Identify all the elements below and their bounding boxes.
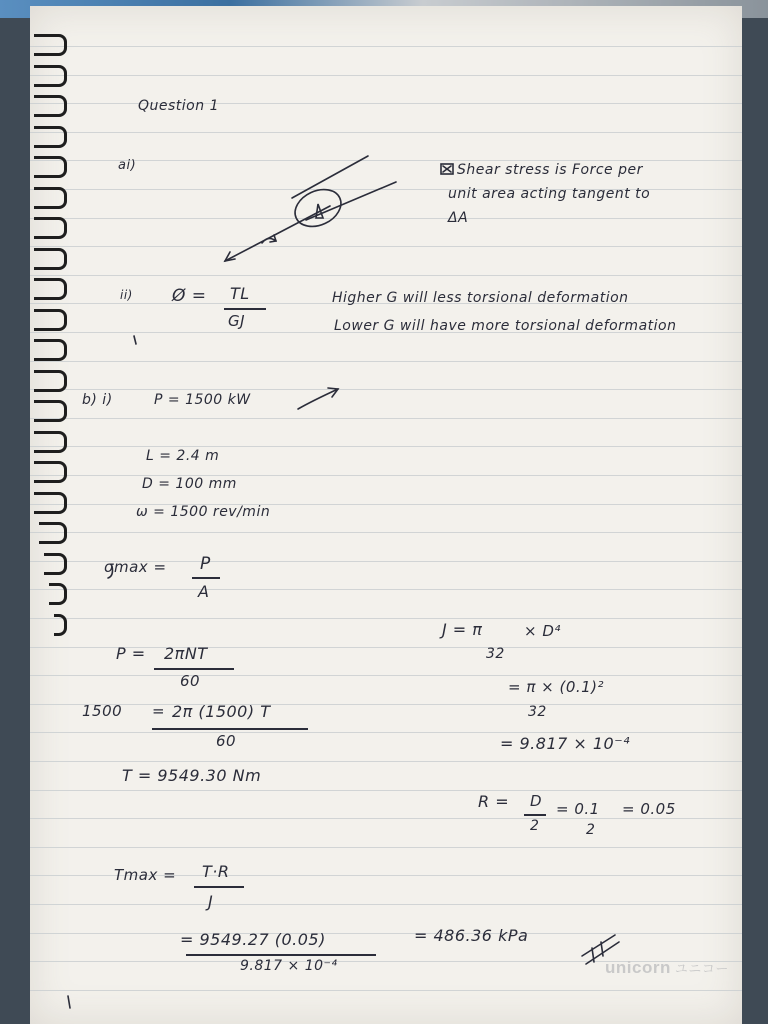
power-substitution-denominator: 60 bbox=[216, 732, 237, 750]
spiral-coil bbox=[44, 553, 67, 575]
shear-stress-definition-line-3: ΔA bbox=[448, 210, 469, 226]
shear-stress-definition-line-2: unit area acting tangent to bbox=[448, 186, 651, 202]
tau-max-substitution-denominator: 9.817 × 10⁻⁴ bbox=[240, 958, 338, 974]
tau-max-result: = 486.36 kPa bbox=[414, 926, 529, 945]
spiral-coil bbox=[34, 339, 67, 361]
spiral-coil bbox=[34, 95, 67, 117]
spiral-coil bbox=[34, 187, 67, 209]
sigma-max-fraction-bar bbox=[192, 577, 220, 579]
polar-moment-denominator: 32 bbox=[486, 646, 505, 662]
power-formula-fraction-bar bbox=[154, 668, 234, 670]
spiral-coil bbox=[49, 583, 67, 605]
notebook-page bbox=[30, 6, 742, 1024]
radius-numerator: D bbox=[530, 792, 543, 810]
twist-angle-denominator: GJ bbox=[228, 312, 246, 330]
radius-lhs: R = bbox=[478, 792, 510, 811]
polar-moment-substitution-denominator: 32 bbox=[528, 704, 547, 720]
spiral-coil bbox=[34, 65, 67, 87]
tau-max-fraction-bar bbox=[194, 886, 244, 888]
power-formula-denominator: 60 bbox=[180, 672, 201, 690]
spiral-coil bbox=[34, 34, 67, 56]
question-title: Question 1 bbox=[138, 98, 219, 114]
spiral-coil bbox=[34, 217, 67, 239]
power-formula-numerator: 2πNT bbox=[164, 644, 208, 663]
radius-result: = 0.05 bbox=[622, 800, 676, 818]
spiral-coil bbox=[34, 248, 67, 270]
sigma-max-numerator: P bbox=[200, 554, 211, 574]
power-formula-lhs: P = bbox=[116, 644, 146, 663]
tau-max-lhs: Tmax = bbox=[114, 866, 177, 884]
spiral-coil bbox=[34, 431, 67, 453]
radius-fraction-bar bbox=[524, 814, 546, 816]
power-substitution-lhs: 1500 bbox=[82, 702, 123, 720]
sigma-max-denominator: A bbox=[198, 582, 210, 601]
part-a-i-label: ai) bbox=[118, 158, 137, 173]
given-length: L = 2.4 m bbox=[146, 448, 220, 464]
spiral-coil bbox=[34, 461, 67, 483]
part-b-label: b) i) bbox=[82, 392, 113, 408]
brand-name: unicorn bbox=[605, 958, 671, 977]
polar-moment-substitution: = π × (0.1)² bbox=[508, 678, 605, 696]
tau-max-denominator: J bbox=[208, 892, 214, 911]
torque-result: T = 9549.30 Nm bbox=[122, 766, 262, 785]
given-speed: ω = 1500 rev/min bbox=[136, 504, 271, 520]
given-diameter: D = 100 mm bbox=[142, 476, 237, 492]
tau-max-substitution-numerator: = 9549.27 (0.05) bbox=[180, 930, 326, 949]
modulus-effect-line-1: Higher G will less torsional deformation bbox=[332, 290, 629, 306]
power-substitution-equals: = bbox=[152, 702, 166, 720]
twist-angle-numerator: TL bbox=[230, 284, 250, 303]
radius-denominator: 2 bbox=[530, 818, 540, 834]
power-substitution-fraction-bar bbox=[152, 728, 308, 730]
polar-moment-lhs: J = π bbox=[442, 620, 483, 639]
power-substitution-numerator: 2π (1500) T bbox=[172, 702, 271, 721]
spiral-coil bbox=[34, 400, 67, 422]
tau-max-substitution-fraction-bar bbox=[186, 954, 376, 956]
twist-angle-fraction-bar bbox=[224, 308, 266, 310]
given-power: P = 1500 kW bbox=[154, 392, 251, 408]
spiral-coil bbox=[34, 126, 67, 148]
radius-substitution-denominator: 2 bbox=[586, 822, 596, 838]
part-a-ii-label: ii) bbox=[120, 288, 133, 302]
spiral-coil bbox=[34, 278, 67, 300]
radius-substitution: = 0.1 bbox=[556, 800, 600, 818]
shear-stress-definition-line-1: Shear stress is Force per bbox=[457, 162, 643, 178]
modulus-effect-line-2: Lower G will have more torsional deformation bbox=[334, 318, 677, 334]
spiral-coil bbox=[54, 614, 67, 636]
polar-moment-times: × D⁴ bbox=[524, 622, 561, 640]
spiral-coil bbox=[34, 370, 67, 392]
spiral-coil bbox=[34, 492, 67, 514]
tau-max-numerator: T·R bbox=[202, 862, 230, 881]
spiral-coil bbox=[34, 156, 67, 178]
sigma-max-lhs: σmax = bbox=[104, 558, 167, 576]
polar-moment-result: = 9.817 × 10⁻⁴ bbox=[500, 734, 631, 753]
brand-name-jp: ユニコー bbox=[674, 961, 729, 976]
spiral-coil bbox=[39, 522, 67, 544]
notebook-brand-logo bbox=[605, 958, 729, 978]
twist-angle-lhs: Ø = bbox=[172, 286, 207, 306]
spiral-coil bbox=[34, 309, 67, 331]
